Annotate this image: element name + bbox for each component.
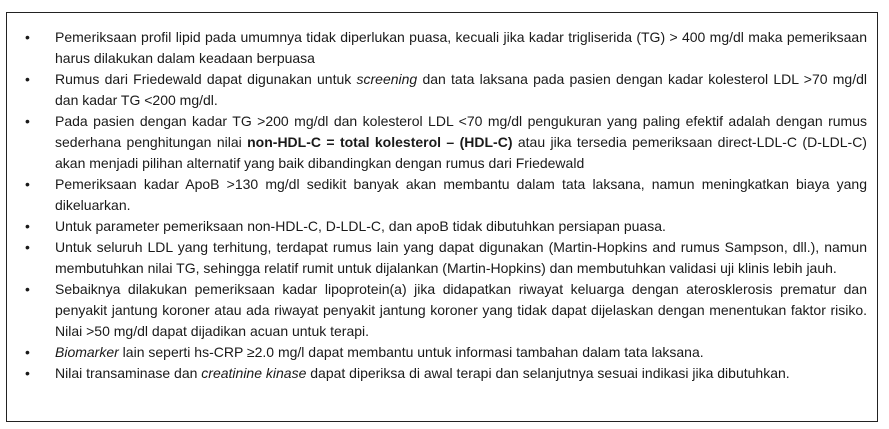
list-item	[7, 237, 867, 279]
bullet-icon: •	[25, 239, 30, 255]
item-text: Pemeriksaan profil lipid pada umumnya tidak diperlukan puasa, kecuali jika kadar trigliserida (TG) > 400 mg/dl maka pemeriksaan harus dilakukan dalam keadaan berpuasa	[55, 29, 867, 66]
item-text: dapat diperiksa di awal terapi dan selanjutnya sesuai indikasi jika dibutuhkan.	[306, 365, 790, 381]
list-item	[7, 363, 867, 384]
item-text-italic: creatinine kinase	[201, 365, 307, 381]
bullet-icon: •	[25, 218, 30, 234]
list-item	[7, 111, 867, 174]
item-text: Untuk seluruh LDL yang terhitung, terdapat rumus lain yang dapat digunakan (Martin-Hopkins and rumus Sampson, dll.), namun membutuhkan nilai TG, sehingga relatif rumit untuk dijalankan (Martin-Hopkins) dan membutuhkan validasi uji klinis lebih jauh.	[55, 239, 867, 276]
notes-box	[6, 12, 878, 422]
item-text: Nilai transaminase dan	[55, 365, 202, 381]
item-text: dan tata laksana pada pasien dengan kadar kolesterol LDL >70 mg/dl dan kadar TG <200 mg/dl.	[55, 71, 867, 108]
item-text: Untuk parameter pemeriksaan non-HDL-C, D-LDL-C, dan apoB tidak dibutuhkan persiapan puasa.	[55, 218, 666, 234]
item-text-bold: non-HDL-C = total kolesterol – (HDL-C)	[247, 134, 513, 150]
item-text: Sebaiknya dilakukan pemeriksaan kadar lipoprotein(a) jika didapatkan riwayat keluarga dengan aterosklerosis prematur dan penyakit jantung koroner atau ada riwayat penyakit jantung koroner yang tidak dapat dijelaskan dengan menentukan faktor risiko. Nilai >50 mg/dl dapat dijadikan acuan untuk terapi.	[55, 281, 867, 339]
bullet-icon: •	[25, 344, 30, 360]
list-item	[7, 279, 867, 342]
item-text-italic: screening	[356, 71, 418, 87]
bullet-icon: •	[25, 365, 30, 381]
list-item	[7, 216, 867, 237]
item-text: lain seperti hs-CRP ≥2.0 mg/l dapat membantu untuk informasi tambahan dalam tata laksana.	[118, 344, 704, 360]
bullet-icon: •	[25, 71, 30, 87]
item-text: Pemeriksaan kadar ApoB >130 mg/dl sedikit banyak akan membantu dalam tata laksana, namun meningkatkan biaya yang dikeluarkan.	[55, 176, 867, 213]
list-item	[7, 174, 867, 216]
item-text-italic: Biomarker	[55, 344, 119, 360]
list-item	[7, 342, 867, 363]
bullet-icon: •	[25, 29, 30, 45]
item-text: atau jika tersedia pemeriksaan direct-LDL-C (D-LDL-C) akan menjadi pilihan alternatif yang baik dibandingkan dengan rumus dari Friedewald	[55, 134, 867, 171]
list-item	[7, 27, 867, 69]
item-text: Pada pasien dengan kadar TG >200 mg/dl dan kolesterol LDL <70 mg/dl pengukuran yang paling efektif adalah dengan rumus sederhana penghitungan nilai	[55, 113, 867, 150]
bullet-icon: •	[25, 281, 30, 297]
bullet-icon: •	[25, 176, 30, 192]
list-item	[7, 69, 867, 111]
recommendation-list	[7, 13, 877, 384]
bullet-icon: •	[25, 113, 30, 129]
item-text: Rumus dari Friedewald dapat digunakan untuk	[55, 71, 357, 87]
